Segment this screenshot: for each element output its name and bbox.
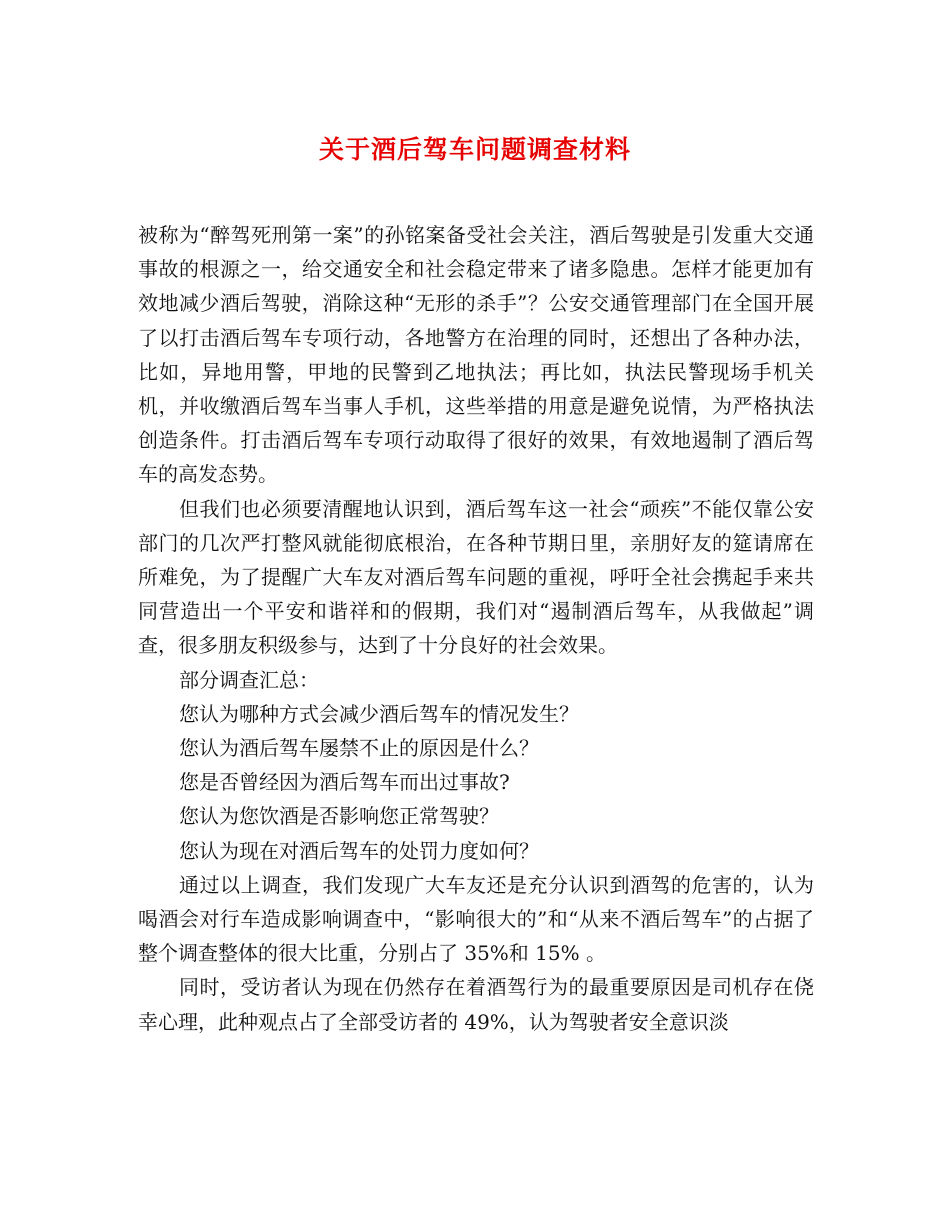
survey-question-5: 您认为现在对酒后驾车的处罚力度如何？ xyxy=(179,838,539,863)
document-body xyxy=(138,218,814,1039)
paragraph-findings: 通过以上调查，我们发现广大车友还是充分认识到酒驾的危害的，认为喝酒会对行车造成影响调查中，“影响很大的”和“从来不酒后驾车”的占据了整个调查整体的很大比重，分别占了 35%和 15% 。 xyxy=(138,872,814,966)
paragraph-reasons: 同时，受访者认为现在仍然存在着酒驾行为的最重要原因是司机存在侥幸心理，此种观点占了全部受访者的 49%，认为驾驶者安全意识淡 xyxy=(138,975,814,1034)
paragraph-intro: 被称为“醉驾死刑第一案”的孙铭案备受社会关注，酒后驾驶是引发重大交通事故的根源之一，给交通安全和社会稳定带来了诸多隐患。怎样才能更加有效地减少酒后驾驶，消除这种“无形的杀手”？公安交通管理部门在全国开展了以打击酒后驾车专项行动，各地警方在治理的同时，还想出了各种办法，比如，异地用警，甲地的民警到乙地执法；再比如，执法民警现场手机关机，并收缴酒后驾车当事人手机，这些举措的用意是避免说情，为严格执法创造条件。打击酒后驾车专项行动取得了很好的效果，有效地遏制了酒后驾车的高发态势。 xyxy=(138,223,814,487)
survey-question-4: 您认为您饮酒是否影响您正常驾驶？ xyxy=(179,804,499,829)
paragraph-awareness: 但我们也必须要清醒地认识到，酒后驾车这一社会“顽疾”不能仅靠公安部门的几次严打整风就能彻底根治，在各种节期日里，亲朋好友的筵请席在所难免，为了提醒广大车友对酒后驾车问题的重视，呼吁全社会携起手来共同营造出一个平安和谐祥和的假期，我们对“遏制酒后驾车，从我做起”调查，很多朋友积级参与，达到了十分良好的社会效果。 xyxy=(138,496,814,658)
document-title: 关于酒后驾车问题调查材料 xyxy=(318,135,631,164)
survey-summary-heading: 部分调查汇总： xyxy=(179,667,319,692)
survey-question-1: 您认为哪种方式会减少酒后驾车的情况发生？ xyxy=(179,701,579,726)
survey-question-2: 您认为酒后驾车屡禁不止的原因是什么？ xyxy=(179,736,539,761)
survey-question-3: 您是否曾经因为酒后驾车而出过事故? xyxy=(179,770,510,795)
